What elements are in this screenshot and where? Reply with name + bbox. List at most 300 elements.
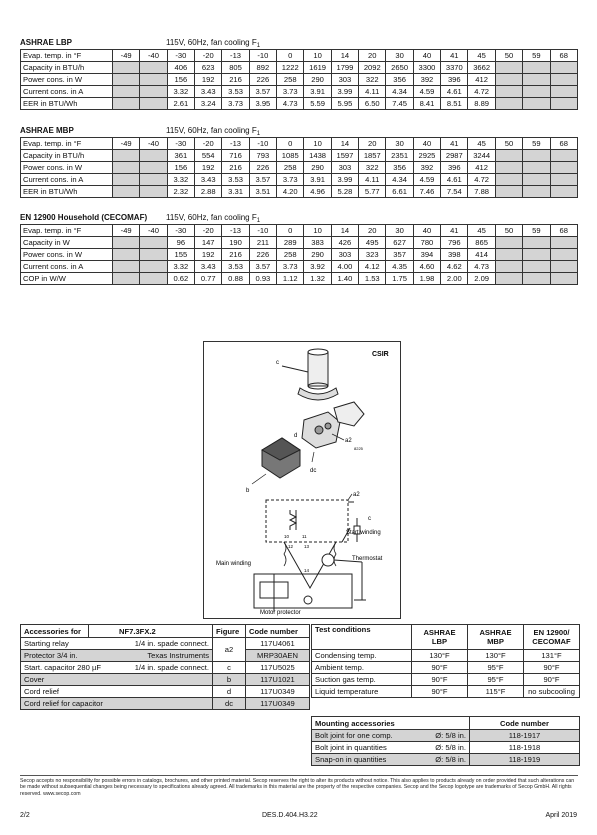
value-cell: 322 [359,162,386,174]
section-ashrae-lbp [20,36,578,110]
value-cell: 2.00 [441,273,468,285]
value-cell: 192 [195,162,222,174]
svg-text:c: c [368,516,371,522]
condition-value: 131°F [524,650,580,662]
value-cell: 1.40 [331,273,358,285]
condition-label: Liquid temperature [312,686,412,698]
value-cell: 2.88 [195,186,222,198]
accessory-figure: dc [213,698,246,710]
value-cell: 3.73 [277,174,304,186]
value-cell: 155 [167,249,194,261]
value-cell [113,98,140,110]
temperature-cell: 50 [495,225,522,237]
temperature-cell: -13 [222,50,249,62]
value-cell: 216 [222,162,249,174]
mounting-title: Mounting accessories [312,717,470,730]
value-cell: 290 [304,74,331,86]
temperature-cell: 14 [331,50,358,62]
value-cell: 805 [222,62,249,74]
value-cell: 258 [277,74,304,86]
value-cell: 412 [468,74,495,86]
table-row [21,698,310,710]
temperature-header-row [21,50,578,62]
temperature-cell: -10 [249,50,276,62]
table-row [312,730,580,742]
value-cell: 1.32 [304,273,331,285]
temperature-cell: 30 [386,50,413,62]
svg-text:a2: a2 [353,492,360,498]
accessory-figure [203,341,401,619]
value-cell: 2650 [386,62,413,74]
value-cell [550,74,578,86]
value-cell [550,86,578,98]
value-cell: 4.20 [277,186,304,198]
value-cell: 8.89 [468,98,495,110]
condition-value: 95°F [468,674,524,686]
value-cell: 3.57 [249,86,276,98]
mounting-code-header: Code number [470,717,580,730]
value-cell: 892 [249,62,276,74]
value-cell: 7.45 [386,98,413,110]
condition-value: 90°F [412,674,468,686]
test-col-lbp: ASHRAE LBP [412,625,468,650]
table-row [21,674,310,686]
value-cell: 322 [359,74,386,86]
value-cell [140,86,167,98]
value-cell: 7.88 [468,186,495,198]
value-cell: 4.72 [468,86,495,98]
accessory-code: MRP30AEN [246,650,310,662]
value-cell [113,249,140,261]
value-cell [140,273,167,285]
value-cell [113,74,140,86]
table-row [312,662,580,674]
temperature-cell: 68 [550,138,578,150]
value-cell: 8.51 [441,98,468,110]
temperature-cell: 68 [550,225,578,237]
value-cell: 290 [304,162,331,174]
temperature-cell: 40 [413,225,440,237]
temperature-cell: 30 [386,225,413,237]
table-row [21,638,310,650]
temperature-cell: -13 [222,225,249,237]
mounting-accessories-table [311,716,580,766]
value-cell: 398 [441,249,468,261]
temperature-cell: 0 [277,138,304,150]
temperature-cell: -40 [140,138,167,150]
value-cell [495,86,522,98]
value-cell [523,74,550,86]
svg-text:d: d [294,433,298,439]
value-cell [140,249,167,261]
temperature-cell: -30 [167,225,194,237]
value-cell: 4.96 [304,186,331,198]
row-label: Current cons. in A [21,86,113,98]
value-cell [523,86,550,98]
value-cell: 3.99 [331,174,358,186]
table-row [21,237,578,249]
value-cell [495,62,522,74]
accessory-figure: d [213,686,246,698]
value-cell [140,74,167,86]
table-row [21,273,578,285]
value-cell: 226 [249,249,276,261]
value-cell: 258 [277,162,304,174]
accessory-code: 117U4061 [246,638,310,650]
value-cell: 303 [331,249,358,261]
value-cell: 356 [386,74,413,86]
accessory-spec: 1/4 in. spade connect. [89,638,213,650]
value-cell: 3.43 [195,174,222,186]
value-cell: 2925 [413,150,440,162]
temperature-cell: -40 [140,225,167,237]
condition-label: Suction gas temp. [312,674,412,686]
value-cell: 3.31 [222,186,249,198]
temperature-cell: 59 [523,50,550,62]
value-cell: 226 [249,162,276,174]
temperature-cell: 30 [386,138,413,150]
section-conditions: 115V, 60Hz, fan cooling $F_1$ [166,126,261,137]
temperature-cell: 14 [331,225,358,237]
value-cell: 3.53 [222,174,249,186]
value-cell [495,150,522,162]
table-row [21,662,310,674]
value-cell: 2092 [359,62,386,74]
row-label: Capacity in W [21,237,113,249]
value-cell: 1.98 [413,273,440,285]
svg-text:Motor protector: Motor protector [260,610,301,616]
value-cell: 865 [468,237,495,249]
value-cell: 1.75 [386,273,413,285]
condition-value: 95°F [468,662,524,674]
value-cell [140,62,167,74]
accessory-name: Start. capacitor 280 µF [21,662,89,674]
row-label: Capacity in BTU/h [21,150,113,162]
value-cell [140,174,167,186]
temperature-cell: -13 [222,138,249,150]
condition-label: Ambient temp. [312,662,412,674]
value-cell: 554 [195,150,222,162]
value-cell: 1619 [304,62,331,74]
accessory-name: Starting relay [21,638,89,650]
mounting-name: Snap-on in quantities [312,754,410,766]
value-cell: 3.91 [304,174,331,186]
value-cell [495,237,522,249]
value-cell: 3.57 [249,261,276,273]
disclaimer-text: Secop accepts no responsibility for possible errors in catalogs, brochures, and other printed material. Secop reserves the right to alter its products without notice. This also applies to products already on order provided that such alterations can be made without subsequential changes being necessary to specifications already agreed. All trademarks in this material are the property of the respective companies. Secop and the Secop logotype are trademarks of Secop GmbH. All rights reserved. www.secop.com [20,778,575,797]
temperature-cell: 0 [277,225,304,237]
value-cell: 406 [167,62,194,74]
value-cell: 4.35 [386,261,413,273]
value-cell [523,273,550,285]
value-cell [140,162,167,174]
value-cell [550,261,578,273]
value-cell [523,261,550,273]
temperature-cell: 41 [441,50,468,62]
section-conditions: 115V, 60Hz, fan cooling $F_1$ [166,213,261,224]
value-cell [113,273,140,285]
condition-value: 115°F [468,686,524,698]
value-cell: 716 [222,150,249,162]
condition-value: 130°F [412,650,468,662]
value-cell: 396 [441,162,468,174]
section-title: EN 12900 Household (CECOMAF) [20,213,148,222]
value-cell: 2.09 [468,273,495,285]
temperature-cell: -20 [195,138,222,150]
temperature-cell: -30 [167,50,194,62]
section-en12900 [20,211,578,285]
accessory-code: 117U5025 [246,662,310,674]
value-cell: 303 [331,74,358,86]
condition-value: 90°F [524,674,580,686]
value-cell: 4.73 [277,98,304,110]
value-cell [550,237,578,249]
value-cell: 4.11 [359,86,386,98]
test-col-en: EN 12900/ CECOMAF [524,625,580,650]
value-cell: 1085 [277,150,304,162]
value-cell: 3.57 [249,174,276,186]
value-cell: 323 [359,249,386,261]
temperature-cell: -20 [195,225,222,237]
figure-code: CSIR [372,351,389,358]
value-cell [113,174,140,186]
accessories-code-header: Code number [246,625,310,638]
accessory-figure: c [213,662,246,674]
condition-value: 90°F [412,662,468,674]
value-cell: 0.62 [167,273,194,285]
temperature-cell: 45 [468,225,495,237]
value-cell: 4.34 [386,174,413,186]
accessory-figure: b [213,674,246,686]
value-cell: 3370 [441,62,468,74]
value-cell [523,249,550,261]
value-cell: 4.00 [331,261,358,273]
value-cell [140,150,167,162]
value-cell: 226 [249,74,276,86]
mounting-name: Bolt joint in quantities [312,742,410,754]
temperature-cell: 14 [331,138,358,150]
value-cell: 4.60 [413,261,440,273]
test-conditions-table [311,624,580,698]
page-number: 2/2 [20,812,30,819]
temperature-cell: 10 [304,138,331,150]
accessories-model: NF7.3FX.2 [89,625,213,638]
value-cell [495,249,522,261]
accessories-figure-header: Figure [213,625,246,638]
value-cell: 2351 [386,150,413,162]
temperature-cell: 68 [550,50,578,62]
temperature-cell: 50 [495,50,522,62]
footer-divider [20,775,578,776]
value-cell: 0.88 [222,273,249,285]
value-cell: 3.95 [249,98,276,110]
section-ashrae-mbp [20,124,578,198]
table-row [312,754,580,766]
table-row [21,74,578,86]
value-cell: 192 [195,74,222,86]
mounting-code: 118-1918 [470,742,580,754]
value-cell: 0.77 [195,273,222,285]
table-row [21,686,310,698]
temperature-cell: 41 [441,225,468,237]
value-cell: 290 [304,249,331,261]
value-cell: 7.46 [413,186,440,198]
value-cell: 3.51 [249,186,276,198]
temperature-cell: -20 [195,50,222,62]
value-cell: 4.61 [441,86,468,98]
value-cell: 3.32 [167,174,194,186]
accessory-figure: a2 [213,638,246,662]
value-cell: 5.59 [304,98,331,110]
temperature-header-row [21,225,578,237]
test-col-mbp: ASHRAE MBP [468,625,524,650]
accessory-name: Protector 3/4 in. [21,650,89,662]
value-cell: 258 [277,249,304,261]
table-row [21,86,578,98]
value-cell: 3662 [468,62,495,74]
temperature-cell: 45 [468,50,495,62]
svg-text:Main winding: Main winding [216,561,252,567]
value-cell: 3.99 [331,86,358,98]
svg-text:Thermostat: Thermostat [352,556,383,562]
svg-text:b: b [246,488,250,494]
value-cell: 2987 [441,150,468,162]
wiring-diagram [204,342,400,618]
value-cell: 156 [167,162,194,174]
value-cell [495,162,522,174]
value-cell [523,237,550,249]
value-cell [523,174,550,186]
row-label: Current cons. in A [21,174,113,186]
value-cell: 5.95 [331,98,358,110]
value-cell: 412 [468,162,495,174]
accessory-name: Cover [21,674,213,686]
temperature-cell: -30 [167,138,194,150]
value-cell [113,261,140,273]
value-cell [550,249,578,261]
temperature-cell: 50 [495,138,522,150]
condition-value: 130°F [468,650,524,662]
value-cell [550,98,578,110]
document-date: April 2019 [545,812,577,819]
table-row [21,261,578,273]
value-cell: 3300 [413,62,440,74]
svg-text:dc: dc [310,468,317,474]
value-cell [550,186,578,198]
value-cell [550,162,578,174]
accessory-spec: Texas Instruments [89,650,213,662]
accessories-table [20,624,310,710]
temperature-cell: 10 [304,225,331,237]
value-cell: 4.11 [359,174,386,186]
value-cell [113,186,140,198]
value-cell [495,261,522,273]
value-cell [550,150,578,162]
value-cell [495,98,522,110]
value-cell: 4.73 [468,261,495,273]
value-cell [550,273,578,285]
header-label: Evap. temp. in °F [21,138,113,150]
value-cell: 216 [222,74,249,86]
value-cell: 8.41 [413,98,440,110]
value-cell: 192 [195,249,222,261]
value-cell: 495 [359,237,386,249]
table-row [21,150,578,162]
value-cell [523,62,550,74]
value-cell: 426 [331,237,358,249]
accessory-code: 117U0349 [246,698,310,710]
table-row [21,162,578,174]
temperature-cell: 59 [523,225,550,237]
table-row [21,186,578,198]
performance-table-en12900 [20,224,578,285]
row-label: Power cons. in W [21,249,113,261]
condition-value: 90°F [412,686,468,698]
value-cell: 5.28 [331,186,358,198]
value-cell [495,273,522,285]
value-cell [523,162,550,174]
value-cell: 6.61 [386,186,413,198]
temperature-cell: -49 [113,50,140,62]
section-conditions: 115V, 60Hz, fan cooling $F_1$ [166,38,261,49]
value-cell: 361 [167,150,194,162]
value-cell [140,237,167,249]
relay-drawing [302,402,364,448]
value-cell: 3.43 [195,261,222,273]
header-label: Evap. temp. in °F [21,50,113,62]
value-cell: 1857 [359,150,386,162]
row-label: Power cons. in W [21,74,113,86]
value-cell [523,98,550,110]
temperature-cell: 45 [468,138,495,150]
svg-text:12: 12 [288,544,294,549]
value-cell: 1438 [304,150,331,162]
value-cell: 1222 [277,62,304,74]
test-conditions-title: Test conditions [312,625,412,650]
value-cell: 3.43 [195,86,222,98]
value-cell: 3.91 [304,86,331,98]
value-cell: 147 [195,237,222,249]
table-row [21,249,578,261]
temperature-cell: 40 [413,138,440,150]
value-cell: 3.24 [195,98,222,110]
temperature-cell: 20 [359,225,386,237]
row-label: EER in BTU/Wh [21,98,113,110]
mounting-size: Ø: 5/8 in. [410,730,470,742]
value-cell [550,62,578,74]
temperature-cell: 41 [441,138,468,150]
table-row [21,650,310,662]
table-row [312,686,580,698]
wiring-schematic [254,500,366,612]
value-cell: 3.53 [222,86,249,98]
mounting-name: Bolt joint for one comp. [312,730,410,742]
capacitor-drawing [282,349,338,400]
value-cell: 1799 [331,62,358,74]
value-cell [113,162,140,174]
value-cell [113,62,140,74]
temperature-cell: 40 [413,50,440,62]
value-cell: 4.72 [468,174,495,186]
value-cell: 289 [277,237,304,249]
value-cell: 6.50 [359,98,386,110]
value-cell: 4.61 [441,174,468,186]
mounting-size: Ø: 5/8 in. [410,754,470,766]
svg-text:13: 13 [304,544,310,549]
value-cell: 357 [386,249,413,261]
value-cell [113,150,140,162]
row-label: Power cons. in W [21,162,113,174]
